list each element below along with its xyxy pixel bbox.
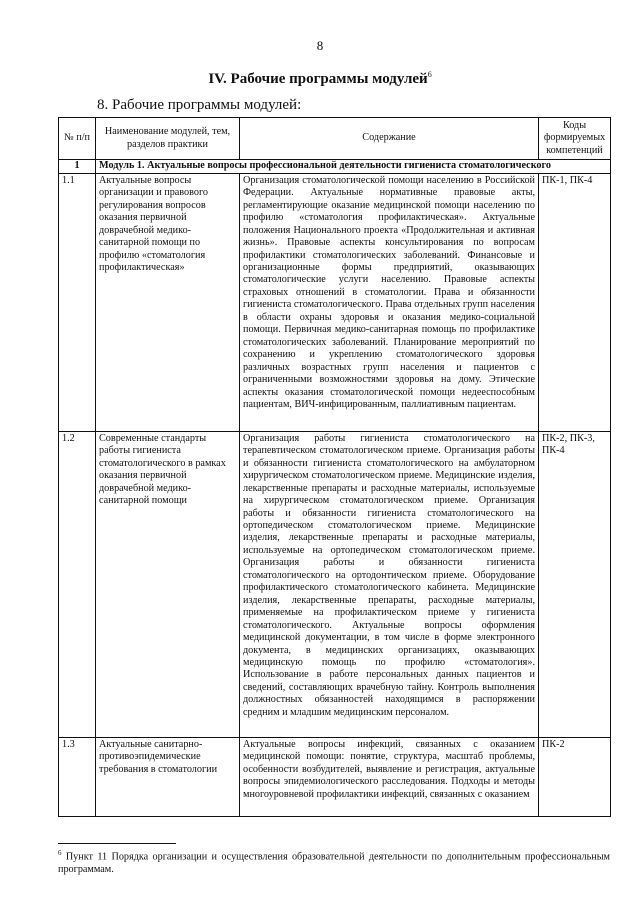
section-title: IV. Рабочие программы модулей$^6$: [208, 70, 432, 87]
module-number: 1: [59, 160, 96, 173]
row-competence-codes: ПК-2: [539, 737, 611, 816]
footnote-reference: 6: [427, 70, 432, 79]
row-topic-name: Актуальные санитарно-противоэпидемические требования в стоматологии: [96, 737, 240, 816]
row-content: Актуальные вопросы инфекций, связанных с оказанием медицинской помощи: понятие, структура, масштаб проблемы, особенности возбудителей, выявление и регистрация, актуальные вопросы эпидемиологического расследования. Подходы и методы многоуровневой профилактики инфекций, связанных с оказанием: [240, 737, 539, 816]
header-number: № п/п: [59, 118, 96, 160]
header-content: Содержание: [240, 118, 539, 160]
table-row: [59, 431, 611, 737]
module-title: Модуль 1. Актуальные вопросы профессиональной деятельности гигиениста стоматологического: [96, 160, 611, 173]
header-module-name: Наименование модулей, тем, разделов практики: [96, 118, 240, 160]
table-row: [59, 173, 611, 431]
row-number: 1.3: [59, 737, 96, 816]
row-content: Организация работы гигиениста стоматологического на терапевтическом стоматологическом приеме. Организация работы и обязанности гигиениста стоматологического на амбулаторном хирургическом стоматологическом приеме. Медицинские изделия, лекарственные препараты и расходные материалы, используемые на хирургическом стоматологическом приеме. Организация работы и обязанности гигиениста стоматологического на ортопедическом стоматологическом приеме. Медицинские изделия, лекарственные препараты и расходные материалы, используемые на ортопедическом стоматологическом приеме. Организация работы и обязанности гигиениста стоматологического на ортодонтическом приеме. Оборудование профилактического стоматологического кабинета. Медицинские изделия, лекарственные препараты, расходные материалы, применяемые на профилактическом приеме у гигиениста стоматологического. Актуальные вопросы оформления медицинской документации, в том числе в форме электронного документа, в медицинских организациях, оказывающих медицинскую помощь по профилю «стоматология». Использование в работе персональных данных пациентов и сведений, составляющих врачебную тайну. Контроль выполнения должностных обязанностей находящимся в распоряжении средним и младшим медицинским персоналом.: [240, 431, 539, 737]
footnote-text: Пункт 11 Порядка организации и осуществления образовательной деятельности по дополнительным профессиональным программам.: [58, 851, 610, 876]
modules-table: [58, 117, 611, 817]
row-topic-name: Современные стандарты работы гигиениста стоматологического в рамках оказания первичной доврачебной медико-санитарной помощи: [96, 431, 240, 737]
module-row: [59, 160, 611, 173]
page-number: 8: [316, 38, 324, 53]
table-row: [59, 737, 611, 816]
row-competence-codes: ПК-2, ПК-3, ПК-4: [539, 431, 611, 737]
footnote: [58, 847, 610, 876]
row-number: 1.1: [59, 173, 96, 431]
footnote-mark: 6: [58, 849, 62, 857]
row-content: Организация стоматологической помощи населению в Российской Федерации. Актуальные нормативные правовые акты, регламентирующие оказание медицинской помощи населению по профилю «стоматология профилактическая». Актуальные положения Национального проекта «Продолжительная и активная жизнь». Правовые аспекты консультирования по вопросам профилактики стоматологических заболеваний. Финансовые и организационные формы предприятий, оказывающих стоматологические услуги населению. Правовые аспекты страховых отношений в стоматологии. Права и обязанности гигиениста стоматологического. Права отдельных групп населения в области охраны здоровья и оказания медико-социальной помощи. Первичная медико-санитарная помощь по профилактике стоматологических заболеваний. Планирование мероприятий по сохранению и укреплению стоматологического здоровья различных возрастных групп населения и пациентов с ограниченными возможностями здоровья на дому. Этические аспекты оказания стоматологической помощи недееспособным пациентам, ВИЧ-инфицированным, паллиативным пациентам.: [240, 173, 539, 431]
table-caption: 8. Рабочие программы модулей:: [97, 97, 302, 113]
table-header-row: [59, 118, 611, 160]
footnote-separator: [58, 843, 176, 844]
row-competence-codes: ПК-1, ПК-4: [539, 173, 611, 431]
row-number: 1.2: [59, 431, 96, 737]
header-competence-codes: Коды формируемых компетенций: [539, 118, 611, 160]
row-topic-name: Актуальные вопросы организации и правового регулирования вопросов оказания первичной доврачебной медико-санитарной помощи по профилю «стоматология профилактическая»: [96, 173, 240, 431]
